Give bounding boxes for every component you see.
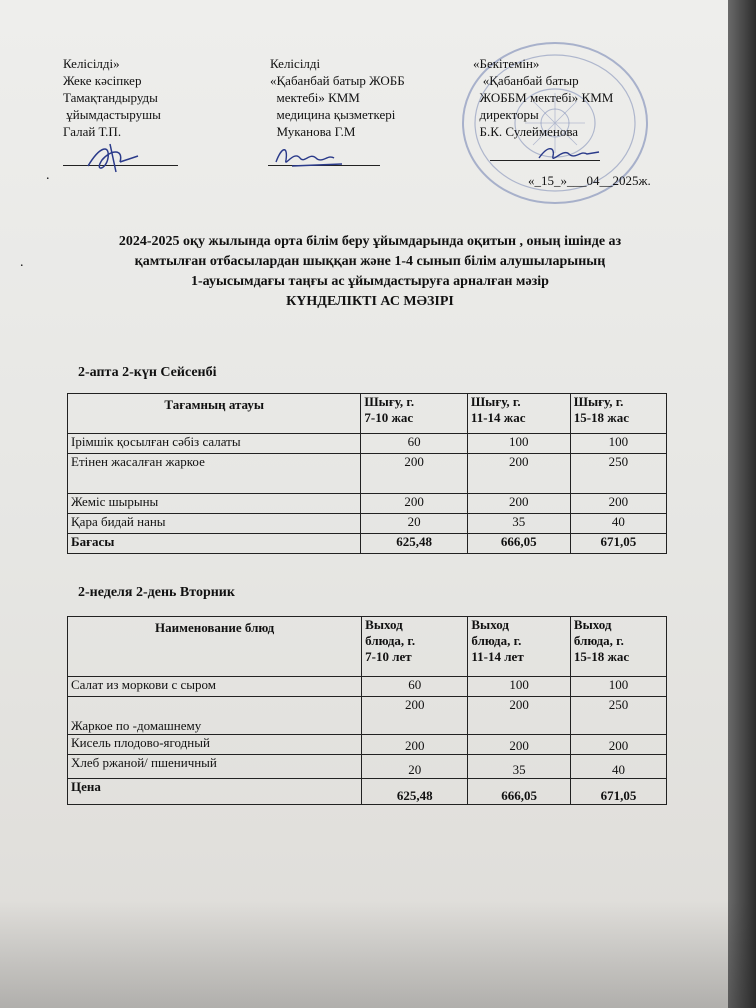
portion-15-18: 40	[570, 514, 666, 534]
price-label: Цена	[68, 779, 362, 805]
dish-name: Кисель плодово-ягодный	[68, 735, 362, 755]
price-row	[68, 779, 667, 805]
portion-15-18: 200	[570, 735, 666, 755]
stray-mark: .	[46, 168, 50, 183]
agreed-by-medic	[270, 55, 405, 140]
shadow-overlay	[0, 900, 756, 1008]
title-line: 1-ауысымдағы таңғы ас ұйымдастыруға арналған мәзір	[191, 274, 549, 289]
header-line: «Қабанбай батыр ЖОББ	[270, 73, 405, 88]
header-line: ЖОББМ мектебі» КММ	[473, 90, 614, 105]
portion-11-14: 100	[468, 677, 571, 697]
column-header: Наименование блюд	[68, 617, 362, 677]
column-header-text: Выход блюда, г. 7-10 лет	[365, 617, 416, 664]
dish-name: Ірімшік қосылған сәбіз салаты	[68, 434, 361, 454]
header-line: медицина қызметкері	[270, 107, 396, 122]
section-heading-ru: 2-неделя 2-день Вторник	[78, 585, 235, 600]
column-header	[467, 394, 570, 434]
header-line: Муканова Г.М	[270, 124, 356, 139]
table-row	[68, 697, 667, 735]
portion-15-18: 250	[570, 697, 666, 735]
portion-15-18: 100	[570, 434, 666, 454]
table-row	[68, 755, 667, 779]
column-header	[362, 617, 468, 677]
menu-table-kz	[67, 393, 667, 554]
price-7-10: 625,48	[361, 534, 468, 554]
table-surface-edge	[728, 0, 756, 1008]
signature	[535, 140, 605, 170]
column-header-text: Шығу, г. 11-14 жас	[470, 394, 526, 425]
header-line: директоры	[473, 107, 539, 122]
table-row	[68, 454, 667, 494]
approval-date: «_15_»___04__2025ж.	[528, 173, 651, 188]
column-header	[468, 617, 571, 677]
column-header: Тағамның атауы	[68, 394, 361, 434]
portion-7-10: 200	[362, 735, 468, 755]
signature	[80, 138, 150, 178]
portion-15-18: 250	[570, 454, 666, 494]
header-line: мектебі» КММ	[270, 90, 360, 105]
dish-name: Қара бидай наны	[68, 514, 361, 534]
portion-7-10: 200	[361, 454, 468, 494]
table-row	[68, 735, 667, 755]
portion-11-14: 200	[468, 735, 571, 755]
dish-name: Хлеб ржаной/ пшеничный	[68, 755, 362, 779]
column-header	[570, 394, 666, 434]
portion-11-14: 200	[468, 697, 571, 735]
menu-table-ru	[67, 616, 667, 805]
portion-7-10: 20	[361, 514, 468, 534]
column-header	[361, 394, 468, 434]
portion-7-10: 200	[361, 494, 468, 514]
signature	[272, 140, 352, 172]
portion-15-18: 200	[570, 494, 666, 514]
table-row	[68, 494, 667, 514]
portion-15-18: 100	[570, 677, 666, 697]
portion-11-14: 200	[467, 454, 570, 494]
column-header-text: Выход блюда, г. 11-14 лет	[471, 617, 524, 664]
portion-15-18: 40	[570, 755, 666, 779]
portion-11-14: 35	[467, 514, 570, 534]
document-title	[30, 232, 710, 312]
price-15-18: 671,05	[570, 779, 666, 805]
stray-mark: .	[20, 255, 24, 270]
table-header-row	[68, 394, 667, 434]
price-row	[68, 534, 667, 554]
portion-11-14: 35	[468, 755, 571, 779]
portion-7-10: 60	[362, 677, 468, 697]
header-line: Галай Т.П.	[63, 124, 122, 139]
header-line: Тамақтандыруды	[63, 90, 158, 105]
header-line: Жеке кәсіпкер	[63, 73, 142, 88]
table-row	[68, 677, 667, 697]
column-header-text: Шығу, г. 7-10 жас	[364, 394, 415, 425]
portion-11-14: 100	[467, 434, 570, 454]
table-row	[68, 434, 667, 454]
portion-7-10: 20	[362, 755, 468, 779]
price-11-14: 666,05	[467, 534, 570, 554]
header-line: «Бекітемін»	[473, 56, 540, 71]
header-line: ұйымдастырушы	[63, 107, 161, 122]
header-line: «Қабанбай батыр	[473, 73, 579, 88]
portion-7-10: 60	[361, 434, 468, 454]
agreed-by-entrepreneur	[63, 55, 161, 140]
price-15-18: 671,05	[570, 534, 666, 554]
column-header	[570, 617, 666, 677]
price-label: Бағасы	[68, 534, 361, 554]
portion-11-14: 200	[467, 494, 570, 514]
header-line: Келісілді	[270, 56, 321, 71]
column-header-text: Выход блюда, г. 15-18 жас	[573, 617, 630, 664]
title-line: 2024-2025 оқу жылында орта білім беру ұйымдарында оқитын , оның ішінде аз	[118, 234, 622, 249]
title-line: қамтылған отбасылардан шыққан және 1-4 сынып білім алушыларының	[134, 254, 606, 269]
approved-by-director	[473, 55, 613, 140]
dish-name: Салат из моркови с сыром	[68, 677, 362, 697]
header-line: Б.К. Сулейменова	[473, 124, 579, 139]
table-header-row	[68, 617, 667, 677]
dish-name: Жаркое по -домашнему	[68, 697, 362, 735]
price-7-10: 625,48	[362, 779, 468, 805]
price-11-14: 666,05	[468, 779, 571, 805]
header-line: Келісілді»	[63, 56, 120, 71]
column-header-text: Шығу, г. 15-18 жас	[573, 394, 629, 425]
section-heading-kz: 2-апта 2-күн Сейсенбі	[78, 365, 217, 380]
table-row	[68, 514, 667, 534]
dish-name: Жеміс шырыны	[68, 494, 361, 514]
dish-name: Етінен жасалған жаркое	[68, 454, 361, 494]
title-line: КҮНДЕЛІКТІ АС МӘЗІРІ	[286, 294, 454, 309]
portion-7-10: 200	[362, 697, 468, 735]
